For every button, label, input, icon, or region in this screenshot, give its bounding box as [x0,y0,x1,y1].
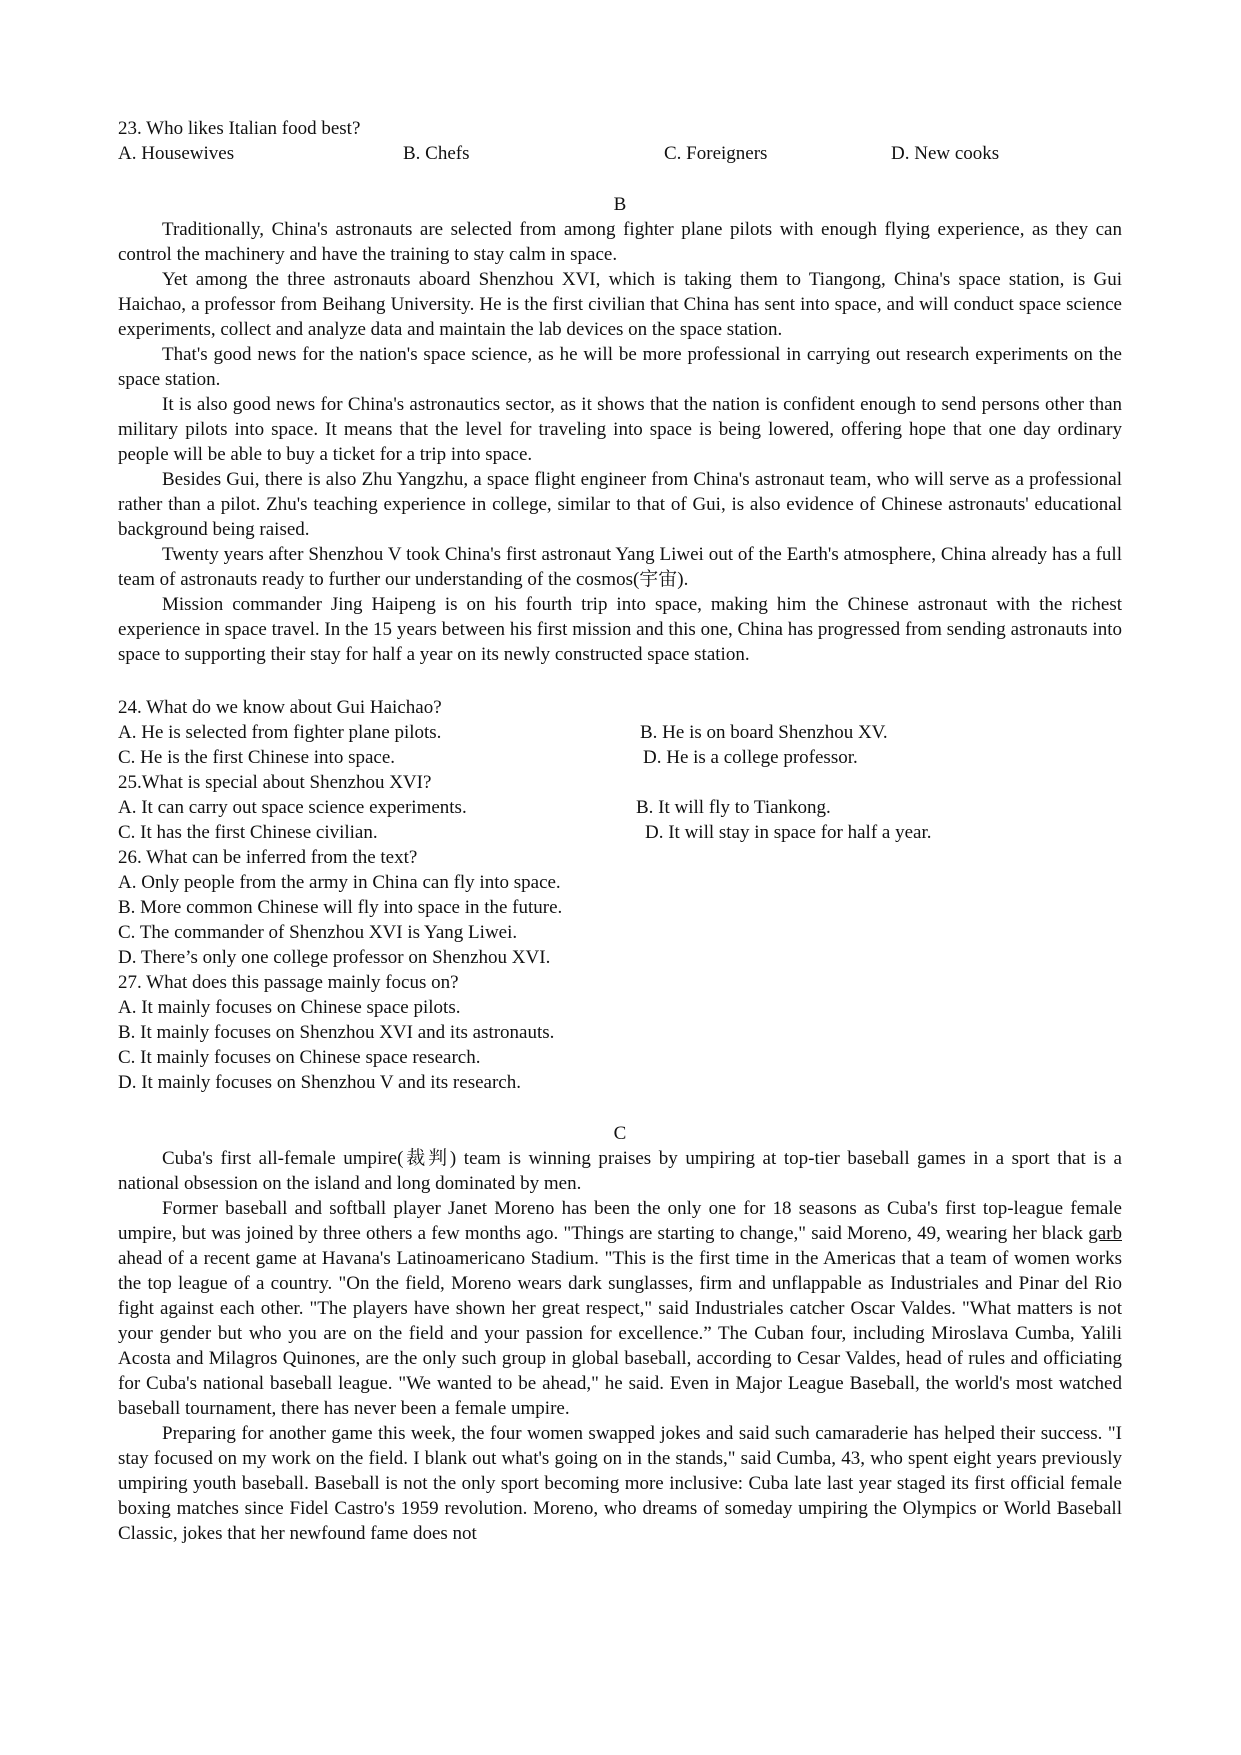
q23-option-b: B. Chefs [403,143,470,164]
question-25-stem: 25.What is special about Shenzhou XVI? [118,772,432,793]
q27-option-b: B. It mainly focuses on Shenzhou XVI and its astronauts. [118,1022,555,1043]
passage-b-paragraph-3: That's good news for the nation's space science, as he will be more professional in carrying out research experiments on the space station. [118,344,1122,390]
q27-option-a: A. It mainly focuses on Chinese space pilots. [118,997,461,1018]
q24-option-b: B. He is on board Shenzhou XV. [640,722,888,743]
q27-option-c: C. It mainly focuses on Chinese space research. [118,1047,481,1068]
q25-option-a: A. It can carry out space science experiments. [118,797,467,818]
q23-option-d: D. New cooks [891,143,1000,164]
q25-option-c: C. It has the first Chinese civilian. [118,822,378,843]
question-26-stem: 26. What can be inferred from the text? [118,847,418,868]
q25-option-d: D. It will stay in space for half a year. [645,822,932,843]
paragraph-2-text-end: ahead of a recent game at Havana's Latinoamericano Stadium. "This is the first time in the Americas that a team of women works the top league of a country. "On the field, Moreno wears dark sunglasses, firm and unflappable as Industriales and Pinar del Rio fight against each other. "The players have shown her great respect," said Industriales catcher Oscar Valdes. "What matters is not your gender but who you are on the field and your passion for excellence.” The Cuban four, including Miroslava Cumba, Yalili Acosta and Milagros Quinones, are the only such group in global baseball, according to Cesar Valdes, head of rules and officiating for Cuba's national baseball league. "We wanted to be ahead," he said. Even in Major League Baseball, the world's most watched baseball tournament, there has never been a female umpire. [118,1248,1122,1419]
q23-option-c: C. Foreigners [664,143,768,164]
q24-option-d: D. He is a college professor. [643,747,858,768]
q26-option-a: A. Only people from the army in China can fly into space. [118,872,561,893]
passage-b-paragraph-7: Mission commander Jing Haipeng is on his fourth trip into space, making him the Chinese astronaut with the richest experience in space travel. In the 15 years between his first mission and this one, China has progressed from sending astronauts into space to supporting their stay for half a year on its newly constructed space station. [118,594,1122,665]
passage-b-paragraph-4: It is also good news for China's astronautics sector, as it shows that the nation is confident enough to send persons other than military pilots into space. It means that the level for traveling into space is being lowered, offering hope that one day ordinary people will be able to buy a ticket for a trip into space. [118,394,1122,465]
passage-c-paragraph-1: Cuba's first all-female umpire(裁判) team is winning praises by umpiring at top-tier baseball games in a sport that is a national obsession on the island and long dominated by men. [118,1148,1122,1194]
q24-option-c: C. He is the first Chinese into space. [118,747,396,768]
question-27 [118,970,1122,1095]
q26-option-d: D. There’s only one college professor on Shenzhou XVI. [118,947,551,968]
q26-option-b: B. More common Chinese will fly into space in the future. [118,897,563,918]
question-23-stem: 23. Who likes Italian food best? [118,118,361,139]
passage-c [118,1121,1122,1546]
q23-option-a: A. Housewives [118,143,235,164]
question-24-stem: 24. What do we know about Gui Haichao? [118,697,442,718]
passage-c-heading: C [613,1123,627,1144]
passage-c-paragraph-2 [118,1196,1122,1421]
passage-b-heading: B [613,194,627,215]
question-26 [118,845,1122,970]
question-23 [118,116,1122,141]
underlined-word-garb: garb [1088,1223,1122,1244]
passage-b-paragraph-5: Besides Gui, there is also Zhu Yangzhu, a space flight engineer from China's astronaut team, who will serve as a professional rather than a pilot. Zhu's teaching experience in college, similar to that of Gui, is also evidence of Chinese astronauts' educational background being raised. [118,469,1122,540]
passage-b-paragraph-6: Twenty years after Shenzhou V took China's first astronaut Yang Liwei out of the Earth's atmosphere, China already has a full team of astronauts ready to further our understanding of the cosmos(宇宙). [118,544,1122,590]
paragraph-2-text-start: Former baseball and softball player Janet Moreno has been the only one for 18 seasons as Cuba's first top-league female umpire, but was joined by three others a few months ago. "Things are starting to change," said Moreno, 49, wearing her black [118,1198,1122,1244]
q26-option-c: C. The commander of Shenzhou XVI is Yang Liwei. [118,922,518,943]
q27-option-d: D. It mainly focuses on Shenzhou V and its research. [118,1072,521,1093]
passage-b-paragraph-2: Yet among the three astronauts aboard Shenzhou XVI, which is taking them to Tiangong, China's space station, is Gui Haichao, a professor from Beihang University. He is the first civilian that China has sent into space, and will conduct space science experiments, collect and analyze data and maintain the lab devices on the space station. [118,269,1122,340]
passage-b-paragraph-1: Traditionally, China's astronauts are selected from among fighter plane pilots with enough flying experience, as they can control the machinery and have the training to stay calm in space. [118,219,1122,265]
q24-option-a: A. He is selected from fighter plane pilots. [118,722,442,743]
passage-c-paragraph-3: Preparing for another game this week, the four women swapped jokes and said such camaraderie has helped their success. "I stay focused on my work on the field. I blank out what's going on in the stands," said Cumba, 43, who spent eight years previously umpiring youth baseball. Baseball is not the only sport becoming more inclusive: Cuba late last year staged its first official female boxing matches since Fidel Castro's 1959 revolution. Moreno, who dreams of someday umpiring the Olympics or World Baseball Classic, jokes that her newfound fame does not [118,1423,1122,1544]
passage-b [118,192,1122,667]
question-27-stem: 27. What does this passage mainly focus on? [118,972,459,993]
q25-option-b: B. It will fly to Tiankong. [636,797,831,818]
